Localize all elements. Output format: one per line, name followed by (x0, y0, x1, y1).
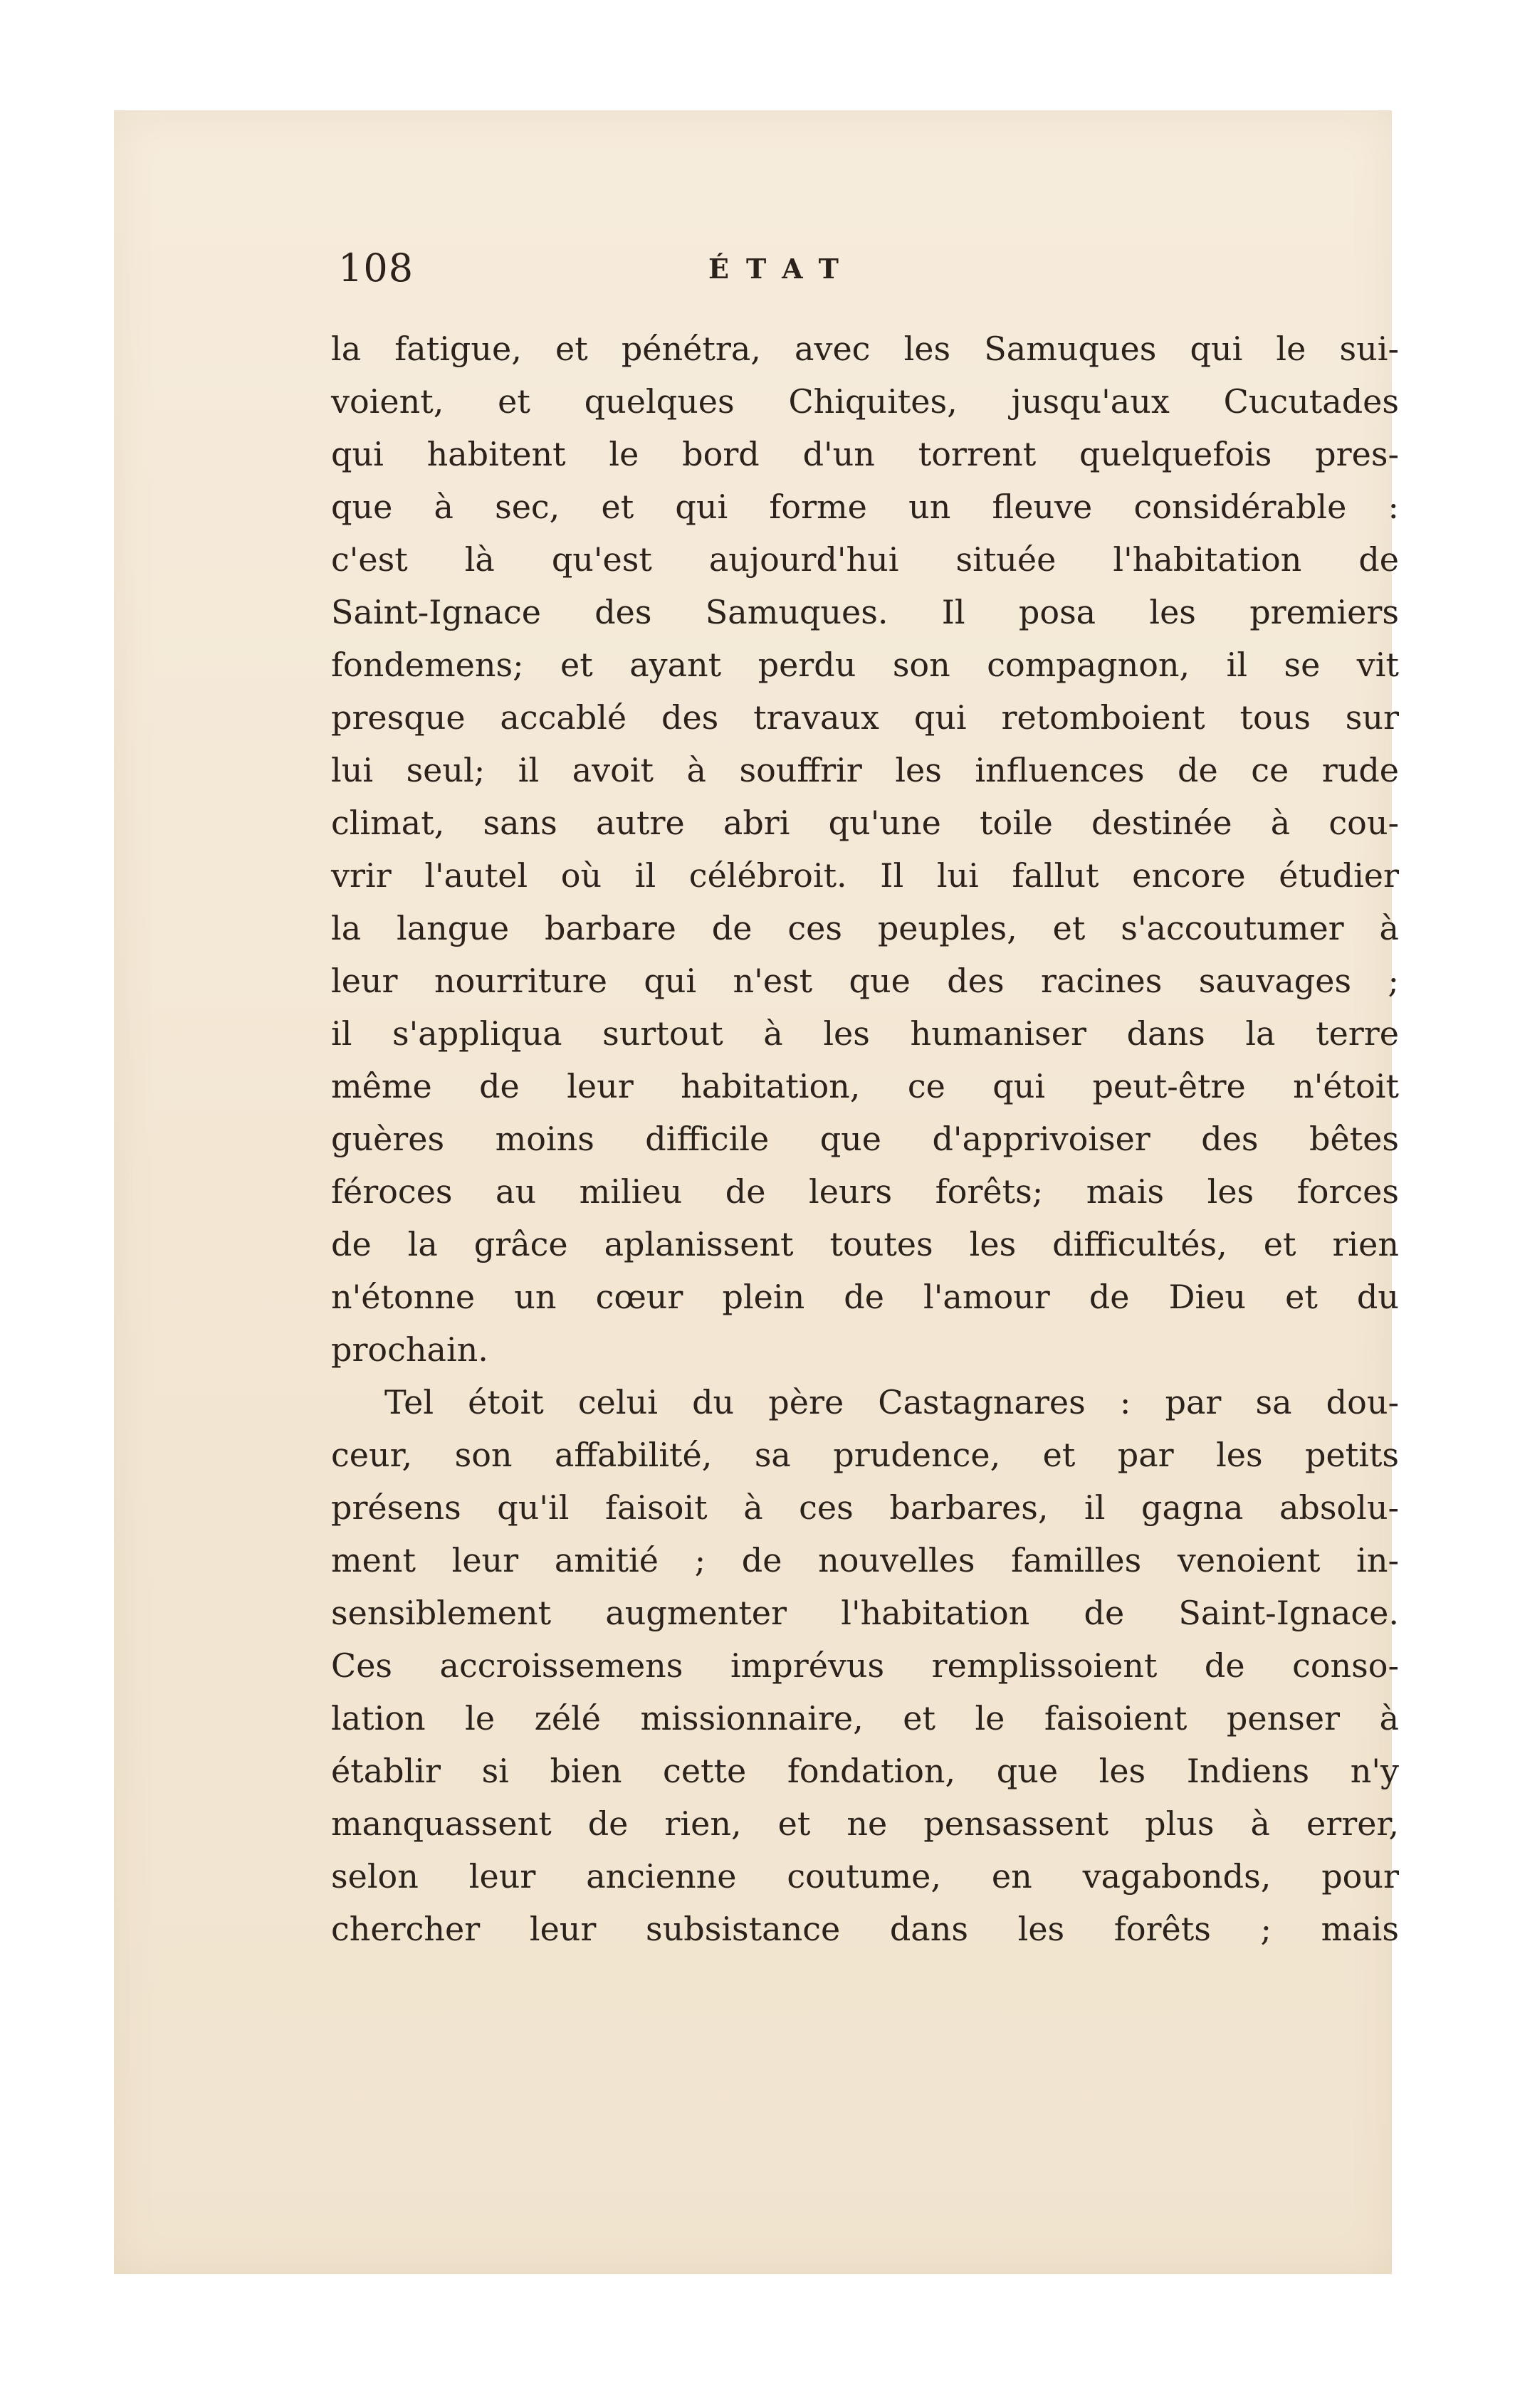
text-line: voient, et quelques Chiquites, jusqu'aux Cucutades (331, 382, 1399, 421)
text-line: la fatigue, et pénétra, avec les Samuques qui le sui- (331, 330, 1399, 368)
page-header (114, 246, 1392, 303)
text-line: manquassent de rien, et ne pensassent plus à errer, (331, 1804, 1399, 1843)
text-line: Ces accroissemens imprévus remplissoient de conso- (331, 1646, 1399, 1685)
text-line: vrir l'autel où il célébroit. Il lui fallut encore étudier (331, 856, 1399, 895)
body-text (331, 322, 1399, 1955)
text-line: lation le zélé missionnaire, et le faisoient penser à (331, 1699, 1399, 1737)
page-number: 108 (338, 246, 414, 290)
text-line: qui habitent le bord d'un torrent quelquefois pres- (331, 435, 1399, 473)
text-line: même de leur habitation, ce qui peut-être n'étoit (331, 1067, 1399, 1105)
text-line: leur nourriture qui n'est que des racines sauvages ; (331, 962, 1399, 1000)
text-line: de la grâce aplanissent toutes les difficultés, et rien (331, 1225, 1399, 1263)
text-line: la langue barbare de ces peuples, et s'accoutumer à (331, 909, 1399, 947)
text-line: présens qu'il faisoit à ces barbares, il gagna absolu- (331, 1488, 1399, 1527)
book-page (114, 110, 1399, 2274)
text-line: lui seul; il avoit à souffrir les influences de ce rude (331, 751, 1399, 789)
text-line: climat, sans autre abri qu'une toile destinée à cou- (331, 804, 1399, 842)
text-line: presque accablé des travaux qui retomboient tous sur (331, 698, 1399, 737)
text-line: prochain. (331, 1330, 488, 1369)
running-head: ÉTAT (708, 253, 856, 285)
text-line: il s'appliqua surtout à les humaniser dans la terre (331, 1014, 1399, 1053)
text-line: Saint-Ignace des Samuques. Il posa les premiers (331, 593, 1399, 631)
text-line: c'est là qu'est aujourd'hui située l'habitation de (331, 540, 1399, 579)
text-line: guères moins difficile que d'apprivoiser des bêtes (331, 1120, 1399, 1158)
text-line: chercher leur subsistance dans les forêts ; mais (331, 1910, 1399, 1948)
text-line: n'étonne un cœur plein de l'amour de Dieu et du (331, 1278, 1399, 1316)
text-line: Tel étoit celui du père Castagnares : par sa dou- (384, 1383, 1399, 1421)
text-line: fondemens; et ayant perdu son compagnon, il se vit (331, 646, 1399, 684)
text-line: ment leur amitié ; de nouvelles familles venoient in- (331, 1541, 1399, 1579)
text-line: sensiblement augmenter l'habitation de Saint-Ignace. (331, 1594, 1399, 1632)
text-line: établir si bien cette fondation, que les Indiens n'y (331, 1752, 1399, 1790)
text-line: que à sec, et qui forme un fleuve considérable : (331, 488, 1399, 526)
text-line: selon leur ancienne coutume, en vagabonds, pour (331, 1857, 1399, 1896)
text-line: féroces au milieu de leurs forêts; mais les forces (331, 1172, 1399, 1211)
text-line: ceur, son affabilité, sa prudence, et par les petits (331, 1436, 1399, 1474)
